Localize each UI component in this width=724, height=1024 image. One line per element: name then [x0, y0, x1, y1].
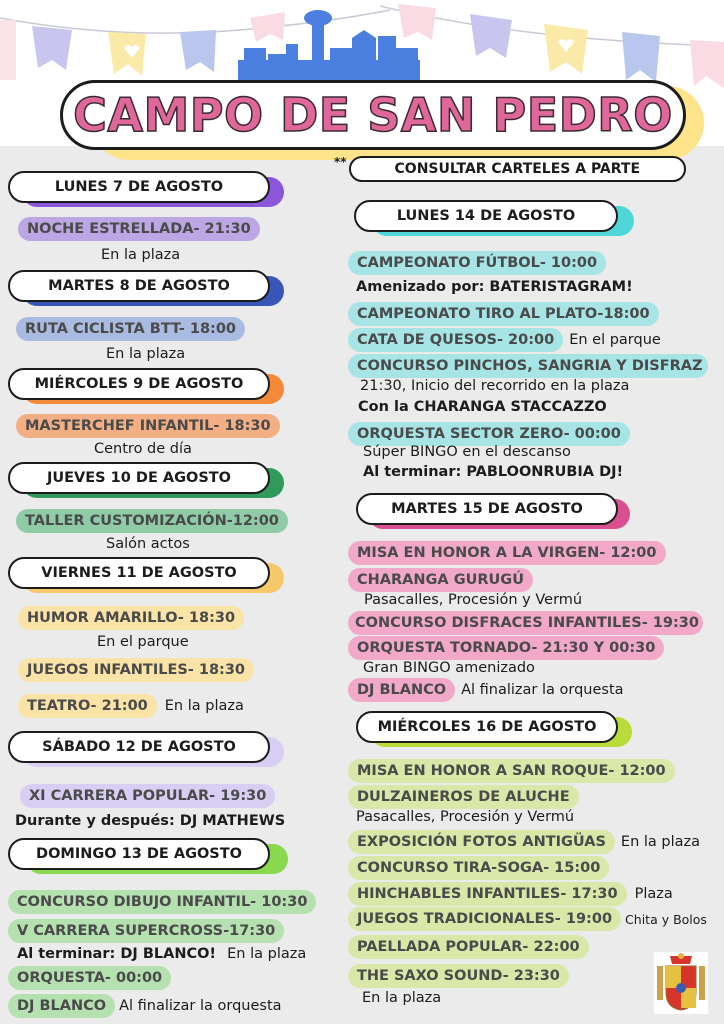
event-note: Amenizado por: BATERISTAGRAM! [356, 279, 633, 295]
event-note: Al terminar: DJ BLANCO! En la plaza [17, 946, 307, 962]
day-header-11: VIERNES 11 DE AGOSTO [8, 557, 284, 591]
event-juegos-infantiles: JUEGOS INFANTILES- 18:30 [18, 658, 254, 682]
page-title: CAMPO DE SAN PEDRO [73, 88, 673, 142]
event-place: En la plaza [362, 990, 442, 1006]
event-humor-amarillo: HUMOR AMARILLO- 18:30 [18, 606, 244, 630]
event-note: Durante y después: DJ MATHEWS [15, 813, 286, 829]
event-detail: Con la CHARANGA STACCAZZO [358, 399, 607, 415]
event-hinchables: HINCHABLES INFANTILES- 17:30 Plaza [348, 882, 673, 906]
event-ruta-ciclista: RUTA CICLISTA BTT- 18:00 [16, 317, 245, 341]
event-disfraces-infantiles: CONCURSO DISFRACES INFANTILES- 19:30 [348, 611, 703, 635]
spain-coat-of-arms-icon [654, 952, 708, 1014]
day-header-12: SÁBADO 12 DE AGOSTO [8, 731, 284, 765]
event-tiro-plato: CAMPEONATO TIRO AL PLATO-18:00 [348, 302, 659, 326]
event-campeonato-futbol: CAMPEONATO FÚTBOL- 10:00 [348, 251, 606, 275]
event-orquesta-sector-zero: ORQUESTA SECTOR ZERO- 00:00 [348, 422, 630, 446]
day-header-9: MIÉRCOLES 9 DE AGOSTO [8, 368, 284, 402]
event-carrera-popular: XI CARRERA POPULAR- 19:30 [20, 784, 275, 808]
event-paellada: PAELLADA POPULAR- 22:00 [348, 935, 589, 959]
event-tira-soga: CONCURSO TIRA-SOGA- 15:00 [348, 856, 609, 880]
day-header-15: MARTES 15 DE AGOSTO [356, 493, 630, 527]
title-banner [60, 80, 686, 150]
event-noche-estrellada: NOCHE ESTRELLADA- 21:30 [18, 217, 260, 241]
day-header-13: DOMINGO 13 DE AGOSTO [8, 838, 288, 872]
event-dj-blanco: DJ BLANCO Al finalizar la orquesta [8, 994, 282, 1018]
day-header-14: LUNES 14 DE AGOSTO [354, 200, 634, 234]
event-place: Centro de día [94, 441, 192, 457]
note-text: CONSULTAR CARTELES A PARTE [349, 156, 686, 182]
event-masterchef: MASTERCHEF INFANTIL- 18:30 [16, 414, 280, 438]
event-concurso-dibujo: CONCURSO DIBUJO INFANTIL- 10:30 [8, 890, 316, 914]
event-exposicion-fotos: EXPOSICIÓN FOTOS ANTIGÜAS En la plaza [348, 830, 700, 854]
event-misa-san-roque: MISA EN HONOR A SAN ROQUE- 12:00 [348, 759, 675, 783]
note-stars: ** [334, 155, 347, 169]
event-place: En la plaza [101, 247, 181, 263]
event-place: Salón actos [106, 536, 190, 552]
event-detail: Pasacalles, Procesión y Vermú [356, 809, 575, 825]
event-detail: Súper BINGO en el descanso [363, 444, 571, 460]
event-juegos-tradicionales: JUEGOS TRADICIONALES- 19:00 Chita y Bolos [348, 907, 707, 931]
event-dj-blanco-15: DJ BLANCO Al finalizar la orquesta [348, 678, 624, 702]
event-detail: 21:30, Inicio del recorrido en la plaza [360, 378, 630, 394]
skyline-icon [238, 8, 420, 80]
day-header-16: MIÉRCOLES 16 DE AGOSTO [356, 711, 632, 745]
event-taller: TALLER CUSTOMIZACIÓN-12:00 [16, 509, 288, 533]
event-teatro: TEATRO- 21:00 En la plaza [18, 694, 244, 718]
day-header-10: JUEVES 10 DE AGOSTO [8, 462, 284, 496]
event-cata-quesos: CATA DE QUESOS- 20:00 En el parque [348, 328, 661, 352]
event-concurso-pinchos: CONCURSO PINCHOS, SANGRIA Y DISFRAZ [348, 354, 708, 378]
event-dulzaineros: DULZAINEROS DE ALUCHE [348, 785, 579, 809]
event-orquesta-tornado: ORQUESTA TORNADO- 21:30 Y 00:30 [348, 636, 664, 660]
event-place: En la plaza [106, 346, 186, 362]
event-misa-virgen: MISA EN HONOR A LA VIRGEN- 12:00 [348, 541, 666, 565]
event-place: En el parque [97, 634, 189, 650]
event-detail: Pasacalles, Procesión y Vermú [364, 592, 583, 608]
note-banner [334, 155, 686, 183]
day-header-8: MARTES 8 DE AGOSTO [8, 270, 284, 304]
event-saxo-sound: THE SAXO SOUND- 23:30 [348, 964, 569, 988]
event-charanga-gurugu: CHARANGA GURUGÚ [348, 568, 533, 592]
event-supercross: V CARRERA SUPERCROSS-17:30 [8, 919, 284, 943]
event-detail: Gran BINGO amenizado [363, 660, 535, 676]
day-header-7: LUNES 7 DE AGOSTO [8, 171, 284, 205]
event-orquesta: ORQUESTA- 00:00 [8, 966, 171, 990]
event-detail: Al terminar: PABLOONRUBIA DJ! [363, 464, 624, 480]
